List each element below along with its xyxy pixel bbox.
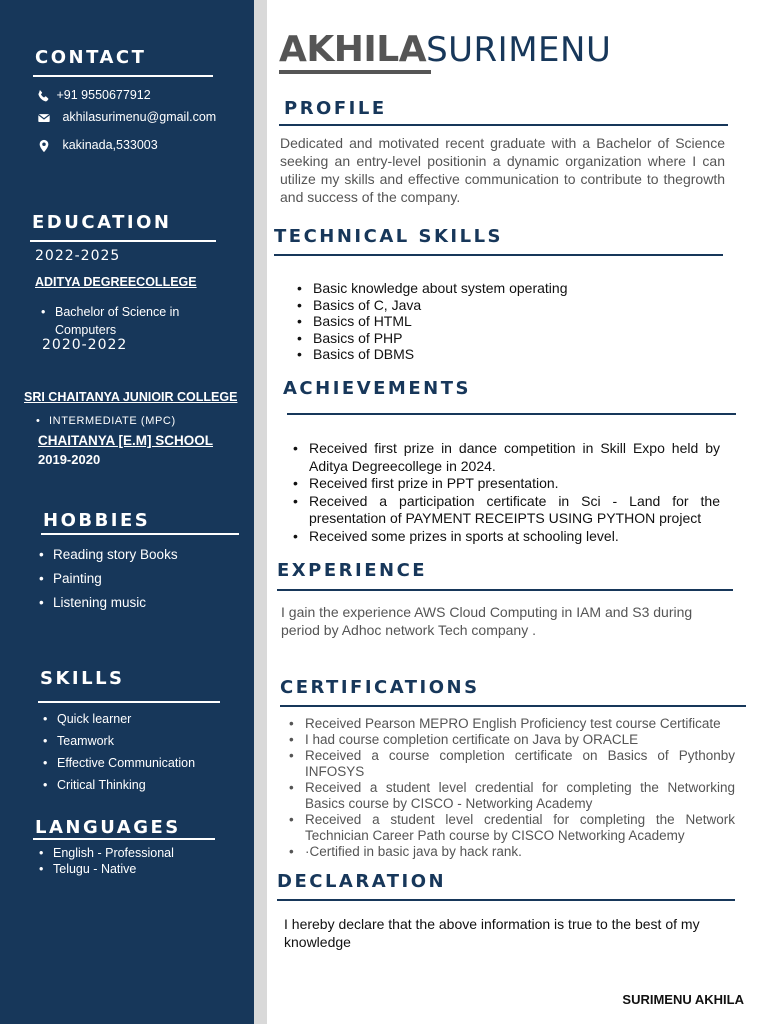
- contact-location: kakinada,533003: [62, 138, 158, 152]
- education-course: • INTERMEDIATE (MPC): [34, 415, 176, 427]
- map-pin-icon: [37, 139, 51, 153]
- skill-item: • Quick learner: [41, 708, 195, 730]
- contact-phone: +91 9550677912: [56, 88, 151, 102]
- declaration-rule: [277, 899, 735, 901]
- education-years: 2022-2025: [35, 248, 121, 264]
- contact-heading: CONTACT: [35, 47, 147, 68]
- hobbies-rule: [41, 533, 239, 535]
- technical-skills-list: [295, 280, 715, 363]
- achievement-item: • Received first prize in PPT presentation.: [291, 475, 720, 493]
- last-name: SURIMENU: [426, 30, 612, 70]
- experience-rule: [277, 589, 733, 591]
- achievements-heading: ACHIEVEMENTS: [283, 378, 471, 399]
- skill-item: • Critical Thinking: [41, 774, 195, 796]
- achievement-item: • Received first prize in dance competition in Skill Expo held by Aditya Degreecollege in 2024.: [291, 440, 720, 475]
- contact-phone-row: [37, 88, 151, 103]
- contact-rule: [33, 75, 213, 77]
- envelope-icon: [37, 111, 51, 125]
- contact-location-row: [37, 138, 158, 153]
- page-gutter: [254, 0, 267, 1024]
- declaration-text: I hereby declare that the above information is true to the best of my knowledge: [284, 916, 700, 950]
- skill-item: • Teamwork: [41, 730, 195, 752]
- education-rule: [30, 240, 216, 242]
- hobbies-heading: HOBBIES: [43, 510, 151, 531]
- technical-skill-item: • Basics of DBMS: [295, 346, 715, 363]
- education-years: 2020-2022: [42, 337, 128, 353]
- education-heading: EDUCATION: [32, 212, 172, 233]
- certifications-list: [287, 716, 735, 860]
- certification-item: • Received a course completion certificate on Basics of Pythonby INFOSYS: [287, 748, 735, 780]
- achievement-item: • Received a participation certificate in Sci - Land for the presentation of PAYMENT RECEIPTS USING PYTHON project: [291, 493, 720, 528]
- achievements-rule: [287, 413, 736, 415]
- contact-email[interactable]: akhilasurimenu@gmail.com: [62, 110, 217, 124]
- language-item: • English - Professional: [37, 845, 174, 861]
- certification-item: • Received Pearson MEPRO English Proficiency test course Certificate: [287, 716, 735, 732]
- achievements-list: [291, 440, 720, 545]
- hobby-item: • Painting: [37, 567, 178, 591]
- hobby-item: • Listening music: [37, 591, 178, 615]
- name-underline: [279, 70, 431, 74]
- certifications-rule: [280, 705, 746, 707]
- education-school: SRI CHAITANYA JUNIOIR COLLEGE: [24, 390, 238, 404]
- hobby-item: • Reading story Books: [37, 543, 178, 567]
- technical-skill-item: • Basics of PHP: [295, 330, 715, 347]
- experience-text: I gain the experience AWS Cloud Computing in IAM and S3 during period by Adhoc network Tech company .: [281, 604, 693, 638]
- signature: SURIMENU AKHILA: [622, 992, 744, 1007]
- education-school: CHAITANYA [E.M] SCHOOL: [38, 433, 213, 448]
- declaration-heading: DECLARATION: [277, 871, 447, 892]
- skills-list: [41, 708, 195, 796]
- certification-item: • I had course completion certificate on Java by ORACLE: [287, 732, 735, 748]
- certifications-heading: CERTIFICATIONS: [280, 677, 480, 698]
- certification-item: • ·Certified in basic java by hack rank.: [287, 844, 735, 860]
- sidebar: [0, 0, 254, 1024]
- profile-text: Dedicated and motivated recent graduate with a Bachelor of Science seeking an entry-level positionin a dynamic organization where I can utilize my skills and effective communication to contribute to thegrowth and success of the company.: [280, 135, 725, 205]
- experience-heading: EXPERIENCE: [277, 560, 428, 581]
- technical-skills-rule: [274, 254, 723, 256]
- skills-heading: SKILLS: [40, 668, 125, 689]
- certification-item: • Received a student level credential for completing the Network Technician Career Path course by CISCO Networking Academy: [287, 812, 735, 844]
- education-course: • Bachelor of Science in Computers: [39, 303, 179, 339]
- achievement-item: • Received some prizes in sports at schooling level.: [291, 528, 720, 546]
- hobbies-list: [37, 543, 178, 615]
- certification-item: • Received a student level credential for completing the Networking Basics course by CISCO - Networking Academy: [287, 780, 735, 812]
- skills-rule: [38, 701, 220, 703]
- technical-skills-heading: TECHNICAL SKILLS: [274, 226, 503, 247]
- skill-item: • Effective Communication: [41, 752, 195, 774]
- education-course-list: [39, 303, 179, 339]
- education-years: 2019-2020: [38, 452, 101, 467]
- phone-icon: [37, 89, 51, 103]
- education-school: ADITYA DEGREECOLLEGE: [35, 275, 197, 289]
- contact-email-row: [37, 110, 216, 125]
- languages-rule: [33, 838, 215, 840]
- technical-skill-item: • Basic knowledge about system operating: [295, 280, 715, 297]
- first-name: AKHILA: [279, 29, 427, 70]
- education-course-list: [34, 415, 176, 427]
- profile-heading: PROFILE: [284, 98, 387, 119]
- language-item: • Telugu - Native: [37, 861, 174, 877]
- name-block: [279, 29, 611, 70]
- profile-rule: [279, 124, 728, 126]
- technical-skill-item: • Basics of C, Java: [295, 297, 715, 314]
- technical-skill-item: • Basics of HTML: [295, 313, 715, 330]
- languages-list: [37, 845, 174, 877]
- languages-heading: LANGUAGES: [35, 817, 181, 838]
- main-content: [267, 0, 768, 1024]
